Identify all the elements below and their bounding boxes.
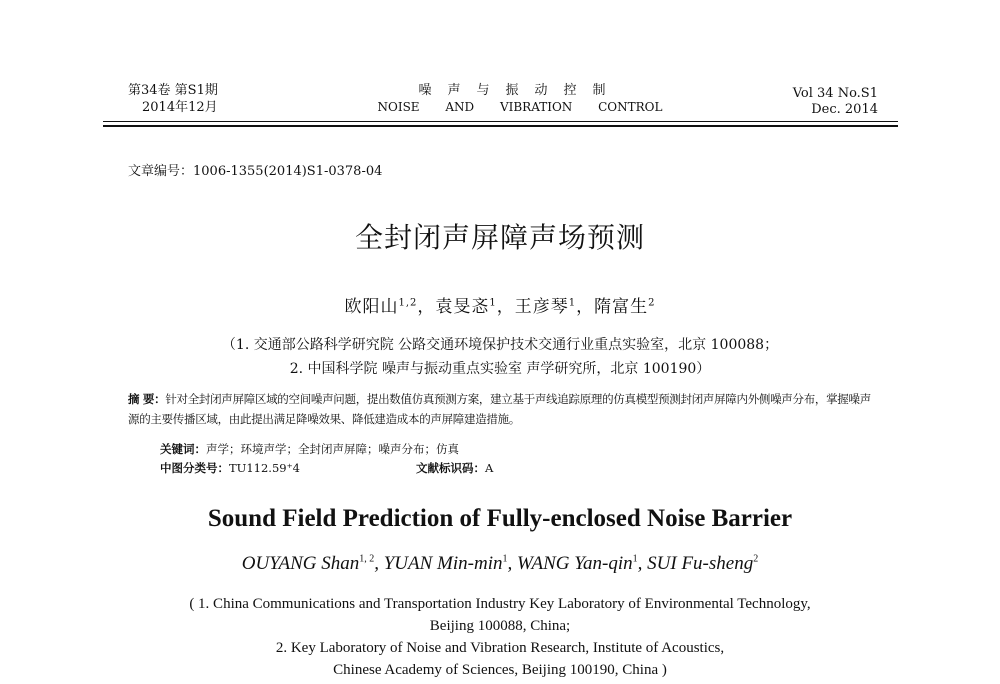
author-en: SUI Fu-sheng: [647, 553, 754, 574]
affiliation-en-line: 2. Key Laboratory of Noise and Vibration Research, Institute of Acoustics,: [275, 640, 725, 656]
keywords-text: 声学；环境声学；全封闭声屏障；噪声分布；仿真: [206, 442, 459, 456]
affiliations-en: [0, 593, 1000, 681]
abstract-cn: [128, 389, 880, 429]
journal-volume-en: [793, 86, 878, 118]
author-en: YUAN Min-min: [383, 553, 503, 574]
authors-en: OUYANG Shan$^{1, 2}$, YUAN Min-$\min^1$, WANG Yan-qin$^1$, SUI Fu-sheng$^2$: [241, 553, 759, 574]
affiliation-en-line: ( 1. China Communications and Transportation Industry Key Laboratory of Environmental Technology,: [189, 596, 811, 612]
authors-cn: 欧阳山$^{1,2}$，袁旻忞$^1$，王彦琴$^1$，隋富生$^2$: [344, 297, 656, 317]
article-number-label: 文章编号：: [128, 164, 194, 179]
author-cn: 欧阳山: [344, 297, 399, 317]
affiliation-en-line: Chinese Academy of Sciences, Beijing 100190, China ): [333, 662, 667, 678]
article-number-value: 1006-1355(2014)S1-0378-04: [193, 164, 383, 179]
author-affiliation-mark: 1: [489, 297, 497, 309]
author-en: OUYANG Shan: [241, 553, 360, 574]
header-rule-thin: [103, 121, 898, 122]
journal-name-cn: 噪声与振动控制: [418, 83, 622, 98]
journal-volume-cn: [128, 82, 218, 116]
clc-number: [160, 460, 300, 476]
author-affiliation-mark: 1: [632, 553, 638, 565]
article-number: [128, 160, 382, 179]
author-cn: 隋富生: [594, 297, 649, 317]
affiliation-en-line: Beijing 100088, China;: [429, 618, 571, 634]
affiliation-cn-1: （1. 交通部公路科学研究院 公路交通环境保护技术交通行业重点实验室，北京 100088；: [221, 337, 779, 353]
author-affiliation-mark: 1: [568, 297, 577, 309]
author-affiliation-mark: 2: [648, 297, 656, 309]
volume-issue-en: Vol 34 No.S1: [792, 86, 878, 101]
title-en: Sound Field Prediction of Fully-enclosed Noise Barrier: [207, 505, 793, 532]
document-code-value: A: [485, 461, 494, 475]
affiliation-cn-2: 2. 中国科学院 噪声与振动重点实验室 声学研究所，北京 100190）: [289, 361, 711, 377]
author-affiliation-mark: 2: [753, 553, 759, 565]
document-code-label: 文献标识码：: [416, 461, 485, 475]
header-rule-thick: [103, 125, 898, 127]
author-cn: 王彦琴: [514, 297, 569, 317]
abstract-label: 摘 要：: [128, 392, 166, 406]
document-code: [416, 460, 493, 476]
issue-date-cn: 2014年12月: [142, 100, 218, 115]
author-en: WANG Yan-qin: [516, 553, 633, 574]
journal-name-en: NOISE AND VIBRATION CONTROL: [377, 100, 663, 114]
clc-value: TU112.59⁺4: [229, 461, 300, 475]
clc-label: 中图分类号：: [160, 461, 229, 475]
author-cn: 袁旻忞: [435, 297, 490, 317]
author-affiliation-mark: 1,2: [398, 297, 418, 309]
author-affiliation-mark: 1, 2: [359, 553, 375, 565]
author-affiliation-mark: 1: [502, 553, 508, 565]
keywords-cn: [160, 439, 459, 459]
journal-name: [340, 82, 700, 116]
abstract-text: 针对全封闭声屏障区域的空间噪声问题，提出数值仿真预测方案，建立基于声线追踪原理的仿真模型预测封闭声屏障内外侧噪声分布，掌握噪声源的主要传播区域，由此提出满足降噪效果、降低建造成本的声屏障建造措施。: [128, 392, 871, 426]
title-cn: 全封闭声屏障声场预测: [354, 221, 645, 254]
volume-issue-cn: 第34卷 第S1期: [128, 83, 218, 98]
keywords-label: 关键词：: [160, 442, 206, 456]
issue-date-en: Dec. 2014: [811, 102, 878, 117]
